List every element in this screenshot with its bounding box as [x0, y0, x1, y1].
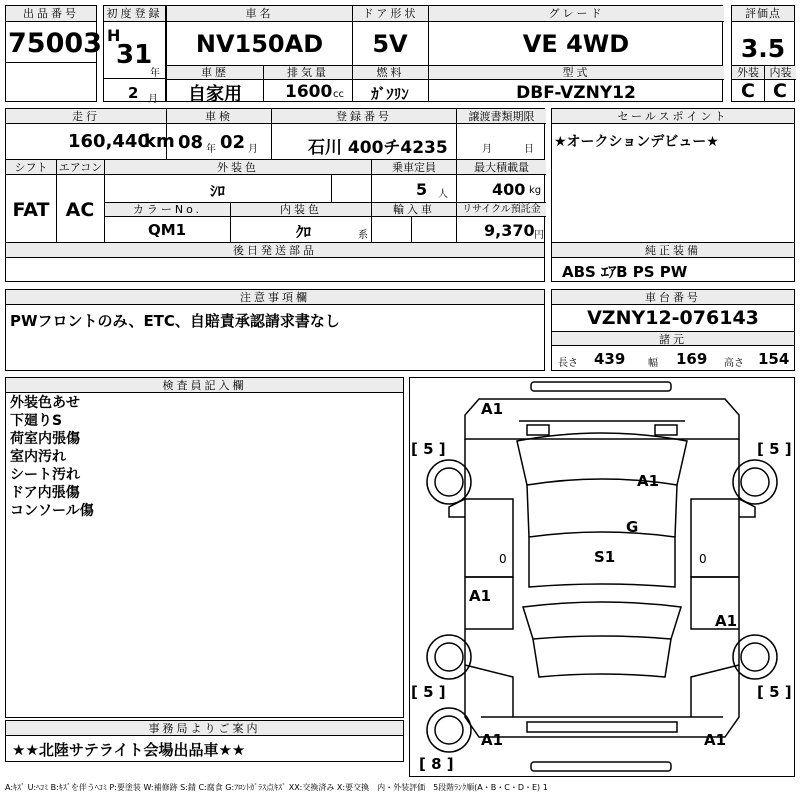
- recycle-fee: 9,370: [484, 221, 535, 240]
- length-label: 長さ: [558, 358, 578, 369]
- reg-month: 2: [128, 84, 139, 102]
- tire-rear-right: [ 5 ]: [757, 683, 792, 701]
- ac-label: エアコン: [56, 160, 104, 175]
- mileage-unit: km: [144, 131, 175, 152]
- insp-month-unit: 月: [248, 144, 258, 155]
- mark-right-rear: A1: [715, 612, 738, 630]
- recycle-unit: 円: [534, 230, 544, 241]
- mark-front-left: A1: [481, 400, 504, 418]
- height: 154: [758, 350, 790, 368]
- max-load: 400: [492, 180, 526, 199]
- car-name: NV150AD: [195, 30, 324, 58]
- specs-label: 諸元: [552, 331, 794, 346]
- mileage: 160,440: [68, 131, 150, 152]
- height-label: 高さ: [724, 358, 744, 369]
- int-label: 内装: [764, 66, 796, 80]
- later-parts-label: 後日発送部品: [6, 243, 544, 258]
- exterior-color: ｼﾛ: [209, 182, 225, 200]
- tire-front-left: [ 5 ]: [411, 440, 446, 458]
- mark-rear-right: A1: [704, 731, 727, 749]
- chassis-number: VZNY12-076143: [587, 307, 759, 329]
- plate: 石川 400チ4235: [308, 138, 448, 158]
- grade: VE 4WD: [522, 30, 630, 58]
- colorno-label: カラーNo.: [104, 203, 230, 217]
- grade-label: グレード: [428, 6, 724, 22]
- fuel: ｶﾞｿﾘﾝ: [371, 85, 409, 103]
- cc-unit: cc: [333, 89, 344, 100]
- score-box: [731, 5, 795, 102]
- insp-year: 08: [178, 132, 204, 153]
- inspector-line: コンソール傷: [10, 503, 94, 519]
- office-box: [5, 720, 404, 762]
- inspector-line: ドア内張傷: [10, 485, 80, 501]
- plate-label: 登録番号: [271, 109, 456, 124]
- interior-unit: 系: [358, 230, 368, 241]
- color-number: QM1: [147, 221, 187, 239]
- displacement: 1600: [285, 82, 333, 102]
- shift: FAT: [12, 199, 50, 221]
- zero-left: 0: [499, 552, 507, 566]
- inspector-line: 室内汚れ: [10, 449, 66, 465]
- width: 169: [676, 350, 708, 368]
- sales-point-box: [551, 108, 795, 243]
- inspector-line: シート汚れ: [10, 467, 80, 483]
- door-label: ドア形状: [352, 6, 428, 22]
- office-text: ★★北陸サテライト会場出品車★★: [12, 741, 246, 759]
- chassis-label: 車台番号: [552, 290, 794, 305]
- lot-box: [5, 5, 102, 102]
- car-diagram: [409, 377, 795, 777]
- insp-month: 02: [220, 132, 246, 153]
- insp-year-unit: 年: [206, 144, 216, 155]
- office-label: 事務局よりご案内: [6, 721, 403, 736]
- legend: A:ｷｽﾞ U:ﾍｺﾐ B:ｷｽﾞを伴うﾍｺﾐ P:要塗装 W:補修跡 S:錆 C:腐食 G:ﾌﾛﾝﾄｶﾞﾗｽ点ｷｽﾞ XX:交換済み X:要交換 内・外装評価 5段階ﾗﾝｸ順(A・B・C・D・E) 1: [5, 783, 548, 792]
- score-label: 評価点: [732, 6, 794, 22]
- interior-label: 内装色: [230, 203, 371, 217]
- cc-label: 排気量: [263, 66, 352, 80]
- capacity: 5: [416, 180, 428, 199]
- sales-point-label: セールスポイント: [552, 109, 794, 124]
- tire-spare: [ 8 ]: [419, 755, 454, 773]
- inspector-line: 外装色あせ: [10, 395, 80, 411]
- length: 439: [594, 350, 626, 368]
- zero-right: 0: [699, 552, 707, 566]
- mark-roof: S1: [594, 548, 616, 566]
- mileage-label: 走行: [6, 109, 166, 124]
- ext-label: 外装: [732, 66, 764, 80]
- lot-number: 75003: [8, 28, 102, 59]
- inspection-label: 車検: [166, 109, 271, 124]
- car-name-label: 車名: [167, 6, 352, 22]
- capacity-label: 乗車定員: [371, 160, 456, 175]
- model: DBF-VZNY12: [516, 83, 636, 103]
- car-diagram-svg: [409, 377, 795, 777]
- equipment-box: [551, 242, 795, 282]
- recycle-label: リサイクル預託金: [456, 203, 546, 217]
- score: 3.5: [740, 34, 786, 63]
- first-reg-label: 初度登録: [104, 6, 165, 22]
- notes-label: 注意事項欄: [6, 290, 544, 305]
- door-type: 5V: [372, 30, 408, 58]
- color-label: 外装色: [104, 160, 371, 175]
- chassis-box: [551, 289, 795, 371]
- transfer-label: 譲渡書類期限: [456, 109, 546, 124]
- equipment-label: 純正装備: [552, 243, 794, 258]
- equipment-text: ABS ｴｱB PS PW: [562, 263, 688, 281]
- interior-color: ｸﾛ: [296, 223, 312, 241]
- era: H: [107, 26, 121, 45]
- ext-grade: C: [741, 80, 755, 102]
- mark-hood: A1: [637, 472, 660, 490]
- transfer-day: 日: [524, 144, 534, 155]
- load-unit: kg: [529, 185, 542, 196]
- inspector-label: 検査員記入欄: [6, 378, 403, 393]
- model-label: 型式: [428, 66, 724, 80]
- mark-left-door: A1: [469, 587, 492, 605]
- int-grade: C: [773, 80, 787, 102]
- later-parts-box: [5, 242, 545, 282]
- sales-point-text: ★オークションデビュー★: [554, 134, 719, 150]
- tire-front-right: [ 5 ]: [757, 440, 792, 458]
- inspector-notes: [10, 394, 94, 520]
- fuel-label: 燃料: [352, 66, 428, 80]
- transfer-month: 月: [482, 144, 492, 155]
- car-name-box: [166, 5, 723, 105]
- mark-rear-left: A1: [481, 731, 504, 749]
- aircon: AC: [65, 199, 95, 221]
- detail-box: [5, 108, 545, 243]
- reg-month-unit: 月: [148, 94, 158, 105]
- inspector-line: 荷室内張傷: [10, 431, 80, 447]
- capacity-unit: 人: [438, 189, 448, 200]
- lot-label: 出品番号: [6, 6, 96, 22]
- history-label: 車歴: [167, 66, 263, 80]
- first-reg-box: [103, 5, 166, 105]
- reg-year: 31: [116, 40, 153, 70]
- tire-rear-left: [ 5 ]: [411, 683, 446, 701]
- inspector-box: [5, 377, 404, 718]
- mark-windshield: G: [626, 518, 639, 536]
- import-label: 輸入車: [371, 203, 456, 217]
- inspector-line: 下廻りS: [10, 413, 63, 429]
- history: 自家用: [188, 84, 242, 105]
- load-label: 最大積載量: [456, 160, 546, 175]
- width-label: 幅: [648, 358, 658, 369]
- notes-box: [5, 289, 545, 371]
- notes-text: PWフロントのみ、ETC、自賠責承認請求書なし: [10, 312, 340, 330]
- shift-label: シフト: [6, 160, 56, 175]
- reg-year-unit: 年: [150, 68, 160, 79]
